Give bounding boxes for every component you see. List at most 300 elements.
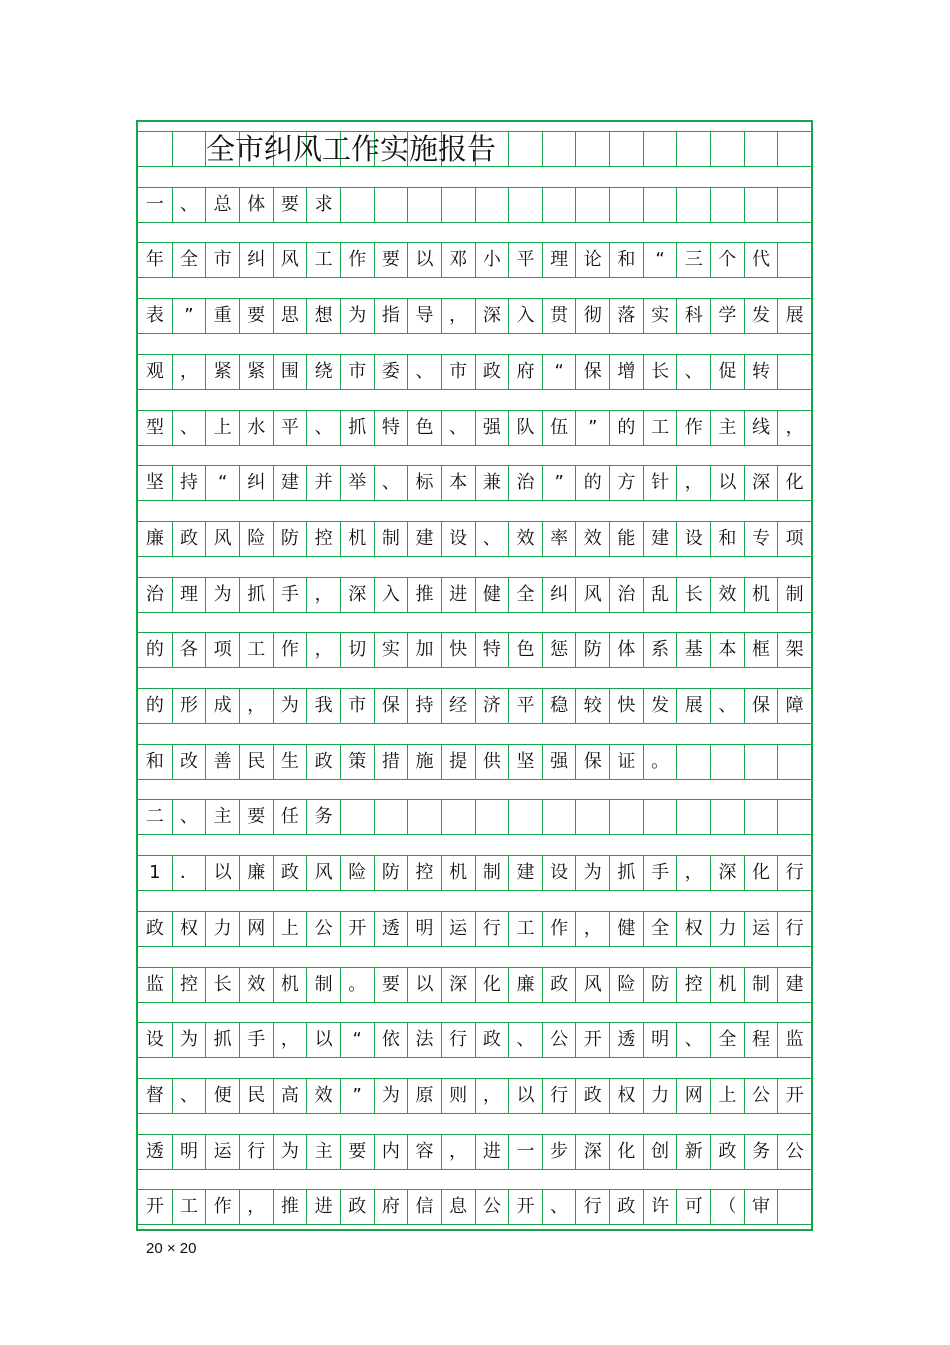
grid-cell	[205, 745, 239, 779]
cell-char: 为	[381, 1084, 400, 1106]
cell-char: 纠	[247, 249, 266, 271]
grid-cell	[407, 800, 441, 834]
grid-cell	[340, 355, 374, 389]
cell-char: 彻	[583, 305, 602, 327]
cell-char: 率	[550, 527, 569, 549]
grid-cell	[609, 689, 643, 723]
grid-cell	[306, 800, 340, 834]
grid-cell	[239, 1079, 273, 1113]
cell-char: 保	[583, 750, 602, 772]
cell-char: 以	[415, 973, 434, 995]
cell-char: 明	[651, 1029, 670, 1051]
cell-char: 工	[651, 416, 670, 438]
grid-cell	[374, 299, 408, 333]
grid-cell	[744, 132, 778, 166]
grid-cell	[575, 299, 609, 333]
grid-cell	[475, 968, 509, 1002]
cell-char: 控	[684, 973, 703, 995]
cell-char: 进	[482, 1140, 501, 1162]
cell-char: 防	[280, 527, 299, 549]
grid-cell	[643, 411, 677, 445]
grid-cell	[172, 800, 206, 834]
grid-cell	[676, 578, 710, 612]
grid-cell	[239, 188, 273, 222]
grid-cell	[273, 1023, 307, 1057]
grid-cell	[273, 800, 307, 834]
grid-cell	[475, 633, 509, 667]
grid-cell	[273, 578, 307, 612]
grid-cell	[374, 1023, 408, 1057]
grid-cell	[475, 1135, 509, 1169]
grid-cell	[575, 1135, 609, 1169]
grid-cell	[306, 188, 340, 222]
cell-char: 程	[752, 1029, 770, 1051]
cell-char: 公	[785, 1140, 804, 1162]
grid-cell	[441, 1190, 475, 1224]
cell-char: 健	[482, 583, 501, 605]
grid-cell	[710, 1135, 744, 1169]
grid-cell	[575, 355, 609, 389]
cell-char: 观	[145, 360, 164, 382]
cell-char: 步	[550, 1140, 569, 1162]
grid-cell	[542, 912, 576, 946]
cell-char: 专	[752, 527, 770, 549]
cell-char: 。	[651, 750, 670, 772]
cell-char: 风	[280, 249, 299, 271]
cell-char: 以	[718, 472, 737, 494]
grid-cell	[138, 299, 172, 333]
grid-cell	[138, 1079, 172, 1113]
cell-char: 上	[280, 917, 299, 939]
grid-cell	[508, 355, 542, 389]
grid-cell	[239, 1135, 273, 1169]
cell-char: 防	[583, 639, 602, 661]
grid-cell	[643, 188, 677, 222]
cell-char: 平	[516, 695, 535, 716]
cell-char: 紧	[213, 360, 232, 382]
cell-char: 创	[651, 1140, 670, 1162]
cell-char: 坚	[145, 472, 164, 494]
grid-cell	[340, 1135, 374, 1169]
cell-char: 、	[179, 193, 198, 215]
grid-cell	[172, 689, 206, 723]
cell-char: 科	[684, 305, 703, 327]
grid-cell	[475, 745, 509, 779]
cell-char: 抓	[213, 1029, 232, 1051]
grid-cell	[744, 188, 778, 222]
grid-cell	[575, 411, 609, 445]
grid-cell	[508, 912, 542, 946]
grid-cell	[273, 466, 307, 500]
text-row	[138, 1022, 811, 1058]
cell-char: 一	[145, 193, 164, 215]
cell-char: 运	[213, 1140, 232, 1162]
grid-cell	[542, 633, 576, 667]
grid-cell	[138, 578, 172, 612]
cell-char: 、	[179, 1084, 198, 1106]
grid-cell	[542, 856, 576, 890]
cell-char: 控	[314, 527, 333, 549]
cell-char: 上	[718, 1084, 737, 1106]
cell-char: 政	[550, 973, 569, 995]
grid-cell	[575, 243, 609, 277]
title-row	[138, 131, 811, 167]
grid-cell	[441, 411, 475, 445]
grid-cell	[508, 745, 542, 779]
cell-char: ，	[684, 472, 703, 494]
text-row	[138, 242, 811, 278]
grid-cell	[172, 1023, 206, 1057]
cell-char: 务	[314, 806, 333, 828]
cell-char: 要	[247, 305, 266, 327]
grid-cell	[306, 856, 340, 890]
cell-char: 作	[348, 249, 367, 271]
grid-cell	[542, 745, 576, 779]
cell-char: 则	[449, 1084, 468, 1106]
grid-cell	[676, 856, 710, 890]
grid-cell	[475, 856, 509, 890]
cell-char: 标	[415, 472, 434, 494]
cell-char: 体	[617, 639, 636, 661]
cell-char: 供	[482, 750, 501, 772]
grid-cell	[777, 1190, 811, 1224]
grid-cell	[710, 745, 744, 779]
grid-cell	[542, 411, 576, 445]
grid-cell	[205, 243, 239, 277]
cell-char: 推	[415, 583, 434, 605]
grid-cell	[340, 243, 374, 277]
grid-cell	[676, 633, 710, 667]
cell-char: 济	[482, 695, 501, 716]
cell-char: 基	[684, 639, 703, 661]
grid-cell	[609, 132, 643, 166]
grid-cell	[710, 411, 744, 445]
cell-char: 制	[482, 862, 501, 884]
grid-cell	[273, 633, 307, 667]
grid-cell	[138, 188, 172, 222]
cell-char: 全	[516, 583, 535, 605]
cell-char: 开	[516, 1196, 535, 1218]
grid-cell	[508, 411, 542, 445]
grid-cell	[508, 299, 542, 333]
cell-char: 政	[145, 917, 164, 939]
grid-cell	[374, 1079, 408, 1113]
grid-cell	[138, 912, 172, 946]
grid-cell	[475, 411, 509, 445]
grid-cell	[609, 466, 643, 500]
grid-cell	[138, 466, 172, 500]
cell-char: 权	[617, 1084, 636, 1106]
cell-char: 、	[179, 806, 198, 828]
cell-char: 平	[280, 416, 299, 438]
grid-cell	[508, 132, 542, 166]
grid-cell	[306, 1023, 340, 1057]
grid-cell	[306, 968, 340, 1002]
grid-cell	[239, 411, 273, 445]
grid-cell	[508, 800, 542, 834]
grid-cell	[273, 856, 307, 890]
grid-cell	[575, 188, 609, 222]
text-row	[138, 799, 811, 835]
grid-cell	[340, 188, 374, 222]
text-row	[138, 1078, 811, 1114]
cell-char: 较	[583, 695, 602, 716]
cell-char: 抓	[247, 583, 266, 605]
grid-cell	[340, 633, 374, 667]
grid-cell	[340, 411, 374, 445]
grid-cell	[407, 1135, 441, 1169]
grid-cell	[172, 466, 206, 500]
grid-cell	[407, 243, 441, 277]
cell-char: 市	[348, 695, 367, 716]
cell-char: 委	[381, 360, 400, 382]
cell-char: 、	[718, 695, 737, 716]
grid-cell	[407, 1079, 441, 1113]
cell-char: 便	[213, 1084, 232, 1106]
cell-char: 我	[314, 695, 333, 716]
grid-cell	[407, 745, 441, 779]
cell-char: 持	[179, 472, 198, 494]
grid-cell	[441, 633, 475, 667]
cell-char: 长	[213, 973, 232, 995]
grid-cell	[273, 1135, 307, 1169]
grid-cell	[542, 1135, 576, 1169]
grid-cell	[508, 1079, 542, 1113]
grid-cell	[407, 578, 441, 612]
cell-char: 险	[247, 527, 266, 549]
grid-cell	[138, 745, 172, 779]
grid-cell	[138, 1135, 172, 1169]
cell-char: 二	[145, 806, 164, 828]
cell-char: ，	[314, 639, 333, 661]
grid-cell	[205, 1135, 239, 1169]
cell-char: 推	[280, 1196, 299, 1218]
cell-char: 能	[617, 527, 636, 549]
cell-char: 深	[449, 973, 468, 995]
grid-cell	[710, 1023, 744, 1057]
cell-char: 风	[583, 583, 602, 605]
cell-char: 年	[145, 249, 164, 271]
grid-cell	[542, 800, 576, 834]
cell-char: 信	[415, 1196, 434, 1218]
grid-cell	[744, 522, 778, 556]
grid-cell	[340, 1023, 374, 1057]
grid-cell	[508, 466, 542, 500]
grid-cell	[205, 1023, 239, 1057]
cell-char: ”	[588, 416, 598, 438]
cell-char: 加	[415, 639, 434, 661]
grid-cell	[542, 1190, 576, 1224]
grid-cell	[273, 968, 307, 1002]
text-row	[138, 187, 811, 223]
grid-cell	[475, 522, 509, 556]
cell-char: 制	[381, 527, 400, 549]
grid-cell	[643, 1135, 677, 1169]
cell-char: 府	[516, 360, 535, 382]
grid-cell	[710, 689, 744, 723]
cell-char: 作	[280, 639, 299, 661]
grid-cell	[407, 689, 441, 723]
grid-cell	[441, 800, 475, 834]
grid-cell	[777, 132, 811, 166]
cell-char: 网	[247, 917, 266, 939]
cell-char: 险	[617, 973, 636, 995]
cell-char: “	[655, 249, 665, 271]
cell-char: 想	[314, 305, 333, 327]
grid-cell	[441, 1079, 475, 1113]
cell-char: 效	[516, 527, 535, 549]
grid-cell	[374, 745, 408, 779]
grid-cell	[475, 1079, 509, 1113]
cell-char: 监	[145, 973, 164, 995]
text-row	[138, 911, 811, 947]
cell-char: 审	[752, 1196, 770, 1218]
cell-char: 透	[617, 1029, 636, 1051]
grid-cell	[643, 1190, 677, 1224]
cell-char: 开	[145, 1196, 164, 1218]
cell-char: 设	[449, 527, 468, 549]
cell-char: 小	[482, 249, 501, 271]
grid-cell	[407, 1190, 441, 1224]
cell-char: 以	[213, 862, 232, 884]
grid-cell	[777, 912, 811, 946]
grid-cell	[777, 856, 811, 890]
cell-char: 、	[684, 360, 703, 382]
cell-char: 本	[718, 639, 737, 661]
cell-char: 明	[179, 1140, 198, 1162]
grid-cell	[710, 132, 744, 166]
grid-cell	[542, 132, 576, 166]
cell-char: 生	[280, 750, 299, 772]
cell-char: ，	[247, 1196, 266, 1218]
grid-cell	[475, 912, 509, 946]
cell-char: 、	[550, 1196, 569, 1218]
grid-cell	[138, 1023, 172, 1057]
cell-char: “	[554, 360, 564, 382]
cell-char: 容	[415, 1140, 434, 1162]
cell-char: “	[217, 472, 228, 494]
cell-char: 1	[149, 862, 161, 884]
grid-cell	[138, 689, 172, 723]
grid-cell	[609, 578, 643, 612]
cell-char: 坚	[516, 750, 535, 772]
text-row	[138, 688, 811, 724]
grid-cell	[273, 1079, 307, 1113]
grid-cell	[575, 912, 609, 946]
cell-char: ”	[352, 1084, 362, 1106]
cell-char: 深	[583, 1140, 602, 1162]
grid-cell	[407, 912, 441, 946]
grid-cell	[676, 968, 710, 1002]
grid-cell	[172, 1135, 206, 1169]
cell-char: 上	[213, 416, 232, 438]
cell-char: 运	[752, 917, 770, 939]
cell-char: 作	[213, 1196, 232, 1218]
grid-cell	[239, 1190, 273, 1224]
cell-char: 入	[381, 583, 400, 605]
grid-cell	[710, 466, 744, 500]
cell-char: 实	[651, 305, 670, 327]
grid-cell	[542, 243, 576, 277]
grid-cell	[172, 1190, 206, 1224]
cell-char: 政	[314, 750, 333, 772]
grid-cell	[609, 1079, 643, 1113]
cell-char: 许	[651, 1196, 670, 1218]
grid-cell	[374, 522, 408, 556]
grid-cell	[374, 466, 408, 500]
grid-cell	[205, 411, 239, 445]
grid-cell	[710, 800, 744, 834]
grid-cell	[172, 355, 206, 389]
grid-cell	[609, 355, 643, 389]
cell-char: 工	[179, 1196, 198, 1218]
cell-char: 提	[449, 750, 468, 772]
grid-cell	[205, 968, 239, 1002]
grid-cell	[475, 355, 509, 389]
grid-size-label: 20 × 20	[146, 1240, 197, 1257]
grid-cell	[676, 1079, 710, 1113]
cell-char: 展	[785, 305, 804, 327]
grid-cell	[710, 633, 744, 667]
cell-char: 邓	[449, 249, 468, 271]
grid-cell	[508, 1023, 542, 1057]
cell-char: ，	[449, 305, 468, 327]
grid-cell	[306, 633, 340, 667]
grid-cell	[643, 800, 677, 834]
cell-char: 色	[516, 639, 535, 661]
cell-char: 风	[583, 973, 602, 995]
cell-char: 的	[583, 472, 602, 494]
cell-char: 机	[280, 973, 299, 995]
grid-cell	[441, 968, 475, 1002]
grid-cell	[273, 522, 307, 556]
grid-cell	[710, 522, 744, 556]
cell-char: 纠	[550, 583, 569, 605]
cell-char: 并	[314, 472, 333, 494]
grid-cell	[542, 1079, 576, 1113]
grid-cell	[138, 522, 172, 556]
grid-cell	[374, 578, 408, 612]
cell-char: 的	[617, 416, 636, 438]
grid-cell	[374, 800, 408, 834]
grid-cell	[239, 745, 273, 779]
cell-char: 总	[213, 193, 232, 215]
cell-char: 依	[381, 1029, 400, 1051]
cell-char: 、	[381, 472, 400, 494]
cell-char: 项	[785, 527, 804, 549]
grid-cell	[340, 912, 374, 946]
cell-char: ，	[449, 1140, 468, 1162]
cell-char: 形	[179, 695, 198, 716]
grid-cell	[609, 633, 643, 667]
cell-char: 建	[785, 973, 804, 995]
cell-char: 力	[213, 917, 232, 939]
grid-cell	[340, 800, 374, 834]
cell-char: 风	[314, 862, 333, 884]
grid-cell	[441, 466, 475, 500]
cell-char: 框	[752, 639, 770, 661]
cell-char: ，	[179, 360, 198, 382]
cell-char: 为	[280, 1140, 299, 1162]
cell-char: ，	[247, 695, 266, 716]
grid-cell	[205, 856, 239, 890]
cell-char: 伍	[550, 416, 569, 438]
grid-cell	[542, 578, 576, 612]
cell-char: （	[718, 1196, 737, 1218]
grid-cell	[575, 1190, 609, 1224]
cell-char: 政	[583, 1084, 602, 1106]
grid-cell	[340, 745, 374, 779]
